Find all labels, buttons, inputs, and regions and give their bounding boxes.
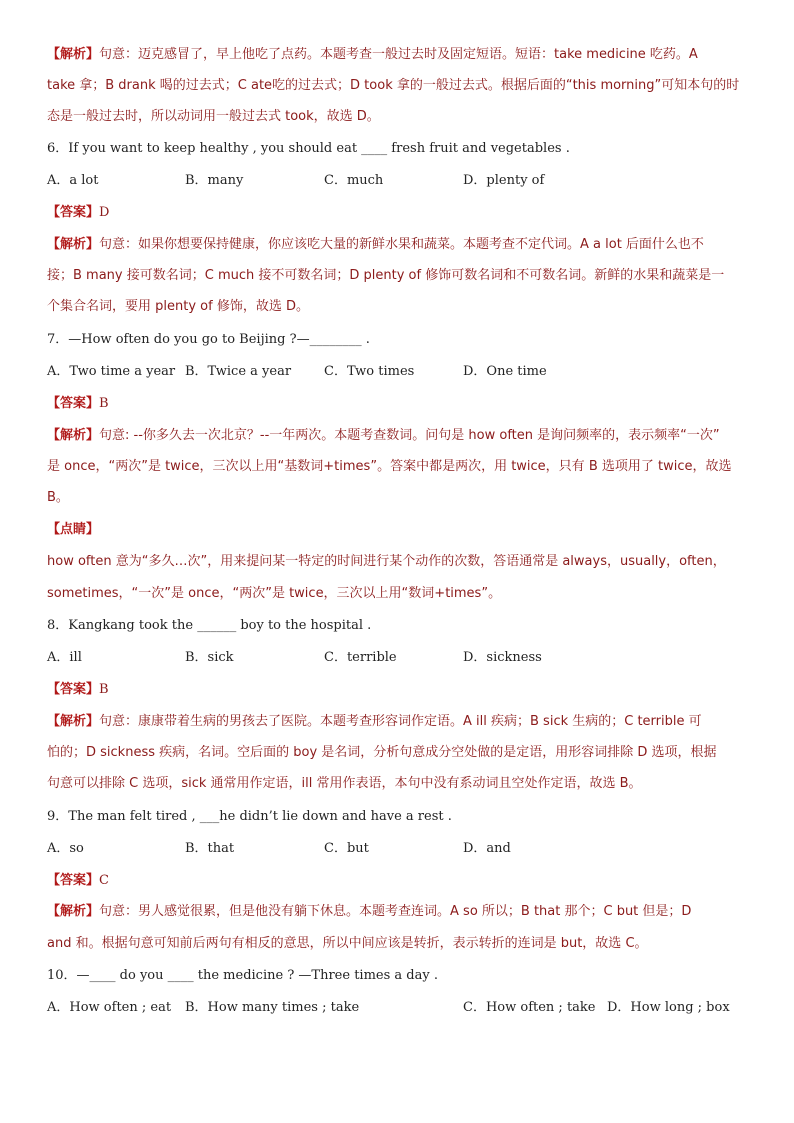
- q7-option-d: D．One time: [463, 364, 547, 379]
- q7-tip-line-2: sometimes，“一次”是 once，“两次”是 twice，三次以上用“数词+times”。: [47, 586, 502, 601]
- q6-answer: 【答案】D: [47, 205, 110, 220]
- q6-analysis-line-3: 个集合名词，要用 plenty of 修饰，故选 D。: [47, 299, 309, 314]
- q8-option-d: D．sickness: [463, 650, 542, 665]
- q10-option-d: D．How long ; box: [607, 1000, 730, 1015]
- q8-option-a: A．ill: [47, 650, 82, 665]
- q7-tip-heading: 【点睛】: [47, 522, 100, 537]
- q7-option-a: A．Two time a year: [47, 364, 176, 379]
- question-9-stem: 9．The man felt tired , ___he didn’t lie down and have a rest .: [47, 809, 452, 824]
- q6-analysis-line-1: 【解析】句意：如果你想要保持健康，你应该吃大量的新鲜水果和蔬菜。本题考查不定代词。A a lot 后面什么也不: [47, 237, 704, 252]
- q10-option-c: C．How often ; take: [463, 1000, 596, 1015]
- q7-analysis-line-2: 是 once，“两次”是 twice，三次以上用“基数词+times”。答案中都是两次，用 twice，只有 B 选项用了 twice，故选: [47, 459, 732, 474]
- q7-analysis-line-3: B。: [47, 490, 69, 505]
- q9-option-a: A．so: [47, 841, 84, 856]
- q7-option-c: C．Two times: [324, 364, 415, 379]
- q9-analysis-line-2: and 和。根据句意可知前后两句有相反的意思，所以中间应该是转折，表示转折的连词是 but，故选 C。: [47, 936, 648, 951]
- q9-answer: 【答案】C: [47, 873, 109, 888]
- q5-analysis-line-2: take 拿；B drank 喝的过去式；C ate吃的过去式；D took 拿的一般过去式。根据后面的“this morning”可知本句的时: [47, 78, 740, 93]
- q8-option-b: B．sick: [185, 650, 234, 665]
- q8-analysis-line-1: 【解析】句意：康康带着生病的男孩去了医院。本题考查形容词作定语。A ill 疾病；B sick 生病的；C terrible 可: [47, 714, 702, 729]
- q6-analysis-line-2: 接；B many 接可数名词；C much 接不可数名词；D plenty of 修饰可数名词和不可数名词。新鲜的水果和蔬菜是一: [47, 268, 725, 283]
- q5-analysis-line-1: 【解析】句意：迈克感冒了，早上他吃了点药。本题考查一般过去时及固定短语。短语：take medicine 吃药。A: [47, 47, 698, 62]
- q7-option-b: B．Twice a year: [185, 364, 292, 379]
- question-6-stem: 6．If you want to keep healthy , you should eat ____ fresh fruit and vegetables .: [47, 141, 570, 156]
- q9-option-d: D．and: [463, 841, 511, 856]
- q9-analysis-line-1: 【解析】句意：男人感觉很累，但是他没有躺下休息。本题考查连词。A so 所以；B that 那个；C but 但是；D: [47, 904, 692, 919]
- q10-option-a: A．How often ; eat: [47, 1000, 172, 1015]
- analysis-tag: 【解析】: [47, 47, 100, 62]
- q6-option-c: C．much: [324, 173, 384, 188]
- q7-tip-line-1: how often 意为“多久…次”，用来提问某一特定的时间进行某个动作的次数，答语通常是 always，usually，often，: [47, 554, 726, 569]
- q6-option-a: A．a lot: [47, 173, 99, 188]
- q10-option-b: B．How many times ; take: [185, 1000, 360, 1015]
- q6-option-b: B．many: [185, 173, 244, 188]
- q6-option-d: D．plenty of: [463, 173, 545, 188]
- question-8-stem: 8．Kangkang took the ______ boy to the hospital .: [47, 618, 372, 633]
- q8-option-c: C．terrible: [324, 650, 397, 665]
- q8-answer: 【答案】B: [47, 682, 109, 697]
- q5-analysis-line-3: 态是一般过去时，所以动词用一般过去式 took，故选 D。: [47, 109, 380, 124]
- question-10-stem: 10．—____ do you ____ the medicine ? —Three times a day .: [47, 968, 438, 983]
- q9-option-b: B．that: [185, 841, 235, 856]
- q9-option-c: C．but: [324, 841, 369, 856]
- q7-analysis-line-1: 【解析】句意: --你多久去一次北京？--一年两次。本题考查数词。问句是 how often 是询问频率的，表示频率“一次”: [47, 428, 720, 443]
- q7-answer: 【答案】B: [47, 396, 109, 411]
- question-7-stem: 7．—How often do you go to Beijing ?—________ .: [47, 332, 370, 347]
- q8-analysis-line-3: 句意可以排除 C 选项，sick 通常用作定语，ill 常用作表语，本句中没有系动词且空处作定语，故选 B。: [47, 776, 642, 791]
- q8-analysis-line-2: 怕的；D sickness 疾病，名词。空后面的 boy 是名词，分析句意成分空处做的是定语，用形容词排除 D 选项，根据: [47, 745, 717, 760]
